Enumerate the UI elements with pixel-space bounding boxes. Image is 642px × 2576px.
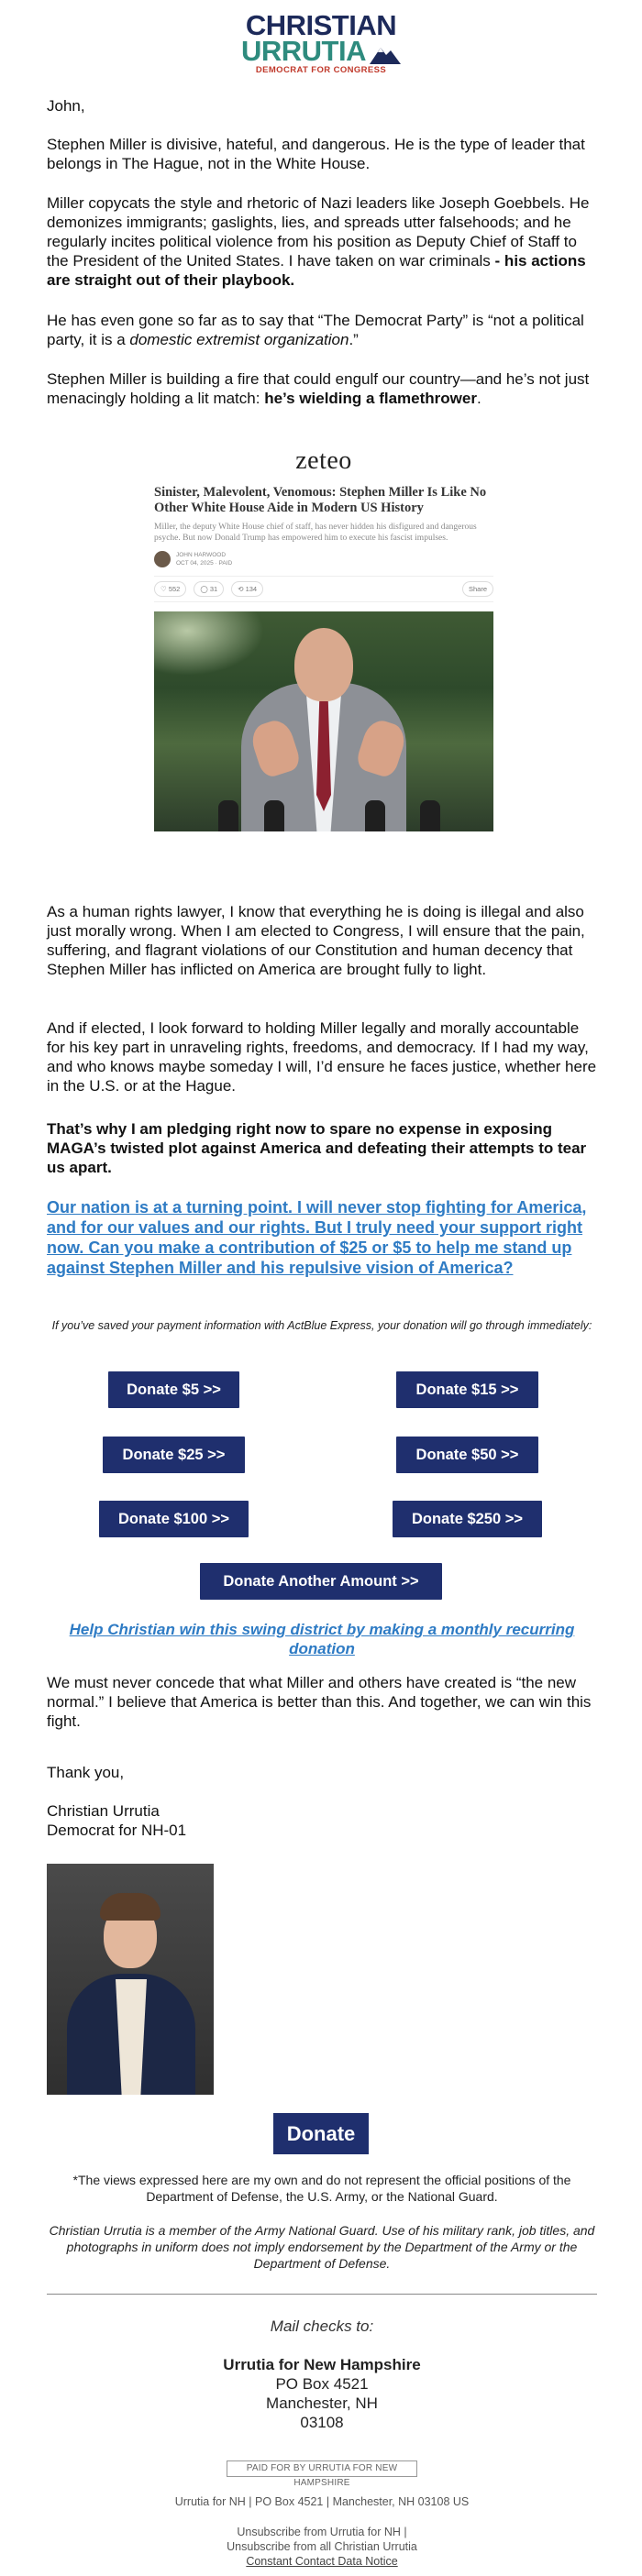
signature <box>47 1801 597 1840</box>
paragraph-8: We must never concede that what Miller and others have created is “the new normal.” I believe that America is better than this. And together, we can win this fight. <box>47 1674 592 1730</box>
paragraph-5: As a human rights lawyer, I know that everything he is doing is illegal and also just morally wrong. When I am elected to Congress, I will ensure that the pain, suffering, and flagrant violations of our Constitution and human decency that Stephen Miller has inflicted on America are brought fully to light. <box>47 903 585 978</box>
restack-icon: ⟲ <box>238 585 244 593</box>
article-date: OCT 04, 2025 · PAID <box>176 560 233 567</box>
mail-org: Urrutia for New Hampshire <box>223 2356 421 2373</box>
views-disclaimer: *The views expressed here are my own and do not represent the official positions of the Department of Defense, the U.S. Army, or the National Guard. <box>72 2173 571 2204</box>
comment-icon: ◯ <box>200 585 208 593</box>
unsubscribe-all-link[interactable]: Unsubscribe from all Christian Urrutia <box>227 2540 417 2553</box>
donate-button[interactable]: Donate <box>273 2113 369 2154</box>
article-byline <box>154 551 493 567</box>
candidate-portrait <box>47 1864 214 2095</box>
restacks-pill: ⟲ 134 <box>231 581 263 597</box>
article-photo <box>154 611 493 831</box>
greeting: John, <box>47 97 85 115</box>
mail-po-box: PO Box 4521 <box>275 2375 369 2393</box>
mail-zip: 03108 <box>300 2414 344 2431</box>
footer-address: Urrutia for NH | PO Box 4521 | Manchester, NH 03108 US <box>174 2495 470 2508</box>
donate-other-amount-button[interactable]: Donate Another Amount >> <box>200 1563 442 1600</box>
zeteo-logo: zeteo <box>295 446 352 475</box>
campaign-logo[interactable] <box>0 9 642 76</box>
donate-5-button[interactable]: Donate $5 >> <box>108 1371 239 1408</box>
author-name: JOHN HARWOOD <box>176 552 227 558</box>
mail-heading: Mail checks to: <box>270 2317 374 2335</box>
likes-pill: ♡ 552 <box>154 581 186 597</box>
data-notice-link[interactable]: Constant Contact Data Notice <box>246 2555 398 2568</box>
article-stats <box>154 576 493 602</box>
mountain-icon <box>370 44 401 64</box>
paragraph-2: Miller copycats the style and rhetoric of Nazi leaders like Joseph Goebbels. He demonizes immigrants; gaslights, lies, and spreads utter falsehoods; and he regularly incites political violence from his position as Deputy Chief of Staff to the President of the United States. I have taken on war criminals - his actions are straight out of their playbook. <box>47 194 590 289</box>
logo-tagline: DEMOCRAT FOR CONGRESS <box>255 65 387 75</box>
donate-100-button[interactable]: Donate $100 >> <box>99 1501 249 1537</box>
military-disclaimer: Christian Urrutia is a member of the Army National Guard. Use of his military rank, job titles, and photographs in uniform does not imply endorsement by the Department of the Army or the Department of Defense. <box>49 2223 595 2271</box>
sign-off: Thank you, <box>47 1764 125 1781</box>
logo-last-name: URRUTIA <box>241 35 366 67</box>
paid-for-box: PAID FOR BY URRUTIA FOR NEW HAMPSHIRE <box>227 2460 417 2477</box>
article-preview[interactable] <box>154 446 493 875</box>
logo-first-name: CHRISTIAN <box>245 9 397 41</box>
donate-25-button[interactable]: Donate $25 >> <box>103 1437 245 1473</box>
comments-pill: ◯ 31 <box>194 581 224 597</box>
mailing-address <box>47 2355 597 2432</box>
paragraph-7: That’s why I am pledging right now to spare no expense in exposing MAGA’s twisted plot against America and defeating their attempts to tear us apart. <box>47 1120 587 1176</box>
divider <box>47 2294 597 2295</box>
signature-name: Christian Urrutia <box>47 1802 160 1820</box>
article-title: Sinister, Malevolent, Venomous: Stephen Miller Is Like No Other White House Aide in Modern US History <box>154 485 487 515</box>
monthly-donation-link[interactable]: Help Christian win this swing district by making a monthly recurring donation <box>69 1621 575 1657</box>
paragraph-4: Stephen Miller is building a fire that could engulf our country—and he’s not just menacingly holding a lit match: he’s wielding a flamethrower. <box>47 370 590 407</box>
paragraph-3: He has even gone so far as to say that “The Democrat Party” is “not a political party, it is a domestic extremist organization.” <box>47 312 584 348</box>
footer-links <box>47 2525 597 2569</box>
paragraph-6: And if elected, I look forward to holding Miller legally and morally accountable for his key part in unraveling rights, freedoms, and democracy. If I had my way, and who knows maybe someday I will, I’d ensure he faces justice, whether here in the U.S. or at the Hague. <box>47 1019 597 1095</box>
article-subtitle: Miller, the deputy White House chief of staff, has never hidden his disfigured and dangerous psyche. But now Donald Trump has empowered him to execute his fascist impulses. <box>154 523 477 543</box>
donate-50-button[interactable]: Donate $50 >> <box>396 1437 538 1473</box>
cta-link[interactable]: Our nation is at a turning point. I will never stop fighting for America, and for our values and our rights. But I truly need your support right now. Can you make a contribution of $25 or $5 to help me stand up against Stephen Miller and his repulsive vision of America? <box>47 1198 587 1277</box>
mail-city: Manchester, NH <box>266 2394 378 2412</box>
donate-250-button[interactable]: Donate $250 >> <box>393 1501 542 1537</box>
share-pill: Share <box>462 581 493 597</box>
unsubscribe-link[interactable]: Unsubscribe from Urrutia for NH | <box>237 2526 407 2538</box>
author-avatar <box>154 551 171 567</box>
donate-15-button[interactable]: Donate $15 >> <box>396 1371 538 1408</box>
signature-title: Democrat for NH-01 <box>47 1822 187 1839</box>
paragraph-1: Stephen Miller is divisive, hateful, and dangerous. He is the type of leader that belongs in The Hague, not in the White House. <box>47 136 585 172</box>
actblue-note: If you’ve saved your payment information with ActBlue Express, your donation will go through immediately: <box>51 1319 592 1332</box>
heart-icon: ♡ <box>160 585 167 593</box>
